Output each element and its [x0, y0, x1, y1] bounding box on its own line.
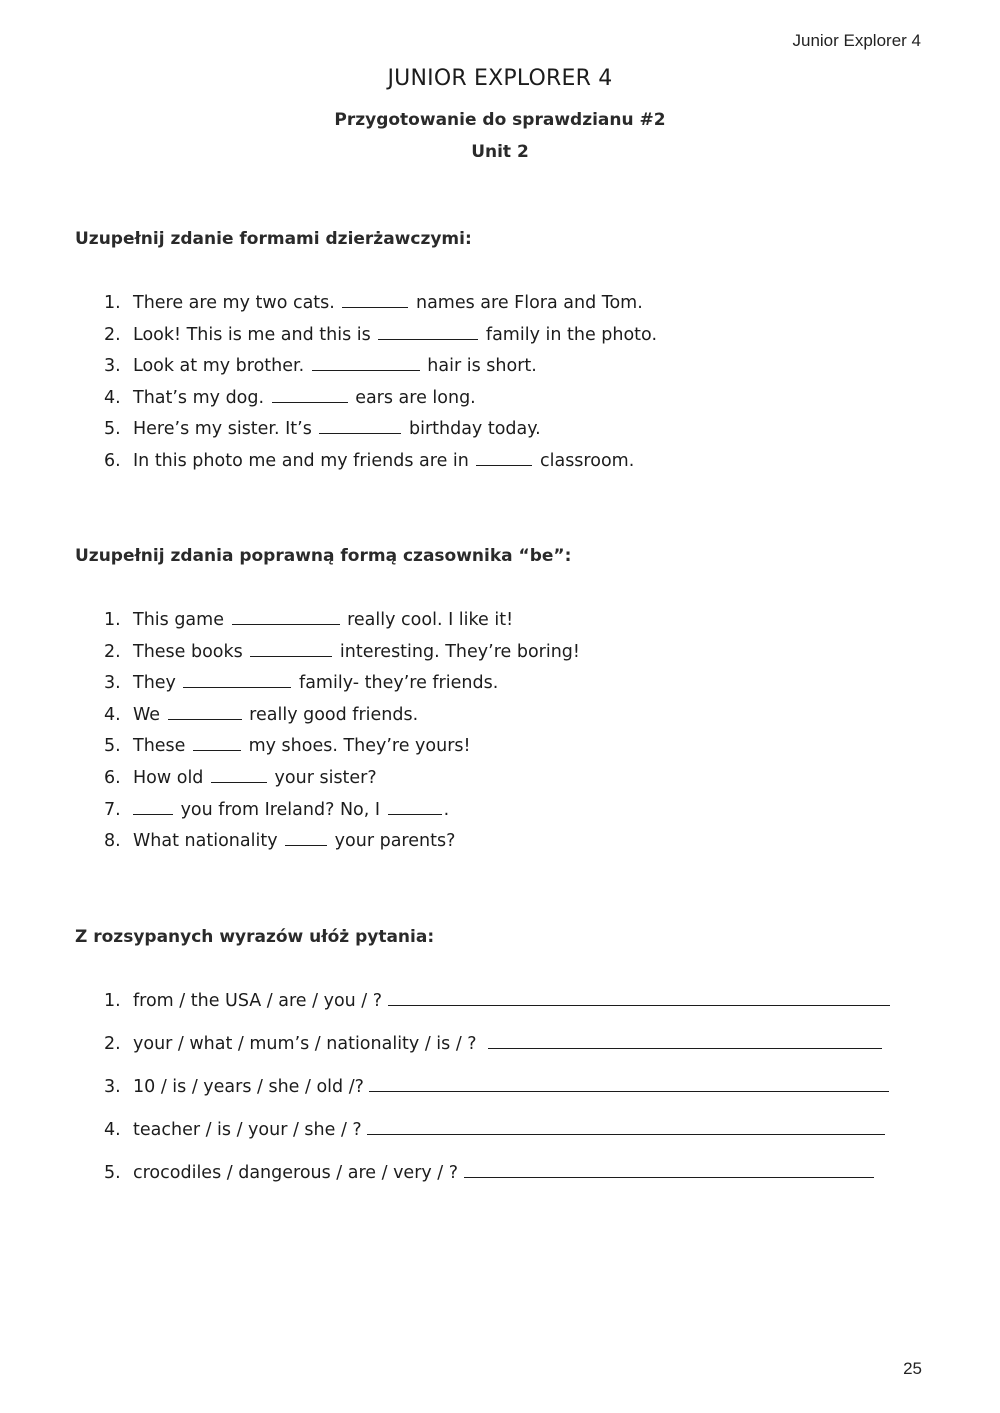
item-text-before: Here’s my sister. It’s	[133, 419, 318, 440]
item-number: 4.	[104, 387, 121, 408]
item-text-before: This game	[133, 610, 230, 630]
item-number: 1.	[104, 293, 121, 313]
page-number: 25	[903, 1359, 922, 1378]
item-text-after: family- they’re friends.	[293, 673, 499, 694]
page-title: JUNIOR EXPLORER 4	[387, 66, 613, 91]
answer-blank[interactable]	[319, 414, 401, 434]
exercise3-item	[104, 1115, 890, 1158]
exercise1-item	[104, 288, 657, 320]
item-text-after: my shoes. They’re yours!	[243, 736, 471, 757]
exercise1-item	[104, 383, 657, 415]
item-text-after: family in the photo.	[480, 324, 658, 345]
exercise3-item	[104, 986, 890, 1029]
exercise2-item	[104, 826, 580, 858]
answer-blank[interactable]	[312, 351, 420, 371]
exercise2-list	[104, 605, 580, 858]
item-text-before: Look at my brother.	[133, 356, 310, 377]
answer-line[interactable]	[464, 1158, 874, 1178]
item-text-before: In this photo me and my friends are in	[133, 450, 475, 471]
item-number: 6.	[104, 450, 121, 471]
page-subtitle: Przygotowanie do sprawdzianu #2	[334, 110, 666, 130]
item-prompt: teacher / is / your / she / ?	[133, 1120, 368, 1140]
exercise2-item	[104, 731, 580, 763]
exercise2-item	[104, 637, 580, 669]
answer-blank[interactable]	[272, 383, 348, 403]
answer-blank[interactable]	[250, 637, 332, 657]
item-text-before: How old	[133, 767, 209, 788]
item-prompt: your / what / mum’s / nationality / is / ?	[133, 1034, 483, 1054]
item-text-before: What nationality	[133, 831, 284, 852]
item-text-after: names are Flora and Tom.	[410, 293, 643, 313]
exercise3-item	[104, 1158, 890, 1201]
exercise3-heading: Z rozsypanych wyrazów ułóż pytania:	[75, 927, 435, 947]
item-number: 3.	[104, 673, 121, 694]
answer-line[interactable]	[369, 1072, 889, 1092]
item-text-after: your parents?	[329, 831, 456, 852]
item-number: 4.	[104, 1120, 121, 1140]
item-text-before: They	[133, 673, 182, 694]
item-text-after: really good friends.	[243, 704, 419, 725]
exercise1-item	[104, 320, 657, 352]
item-text-before: There are my two cats.	[133, 293, 341, 313]
answer-blank[interactable]	[232, 605, 340, 625]
exercise3-item	[104, 1029, 890, 1072]
item-text-after: .	[443, 799, 450, 820]
item-text-before: These books	[133, 641, 249, 662]
item-number: 2.	[104, 641, 121, 662]
answer-line[interactable]	[367, 1115, 885, 1135]
item-text-before: These	[133, 736, 191, 757]
item-number: 8.	[104, 831, 121, 852]
exercise1-item	[104, 446, 657, 478]
exercise3-item	[104, 1072, 890, 1115]
answer-line[interactable]	[388, 986, 890, 1006]
item-number: 5.	[104, 736, 121, 757]
item-text-middle: you from Ireland? No, I	[175, 799, 386, 820]
exercise2-item	[104, 605, 580, 637]
item-text-after: classroom.	[534, 450, 635, 471]
exercise1-list	[104, 288, 657, 478]
answer-blank[interactable]	[211, 763, 267, 783]
item-number: 2.	[104, 324, 121, 345]
exercise3-list	[104, 986, 890, 1201]
answer-blank[interactable]	[476, 446, 532, 466]
item-number: 1.	[104, 991, 121, 1011]
answer-blank[interactable]	[168, 700, 242, 720]
answer-blank[interactable]	[183, 668, 291, 688]
item-prompt: from / the USA / are / you / ?	[133, 991, 388, 1011]
item-prompt: 10 / is / years / she / old /?	[133, 1077, 370, 1097]
answer-blank[interactable]	[193, 731, 241, 751]
answer-blank[interactable]	[378, 320, 478, 340]
item-number: 7.	[104, 799, 121, 820]
item-text-after: ears are long.	[349, 387, 476, 408]
item-text-before: We	[133, 704, 166, 725]
header-corner-label: Junior Explorer 4	[792, 31, 921, 50]
exercise2-item	[104, 795, 580, 827]
item-number: 4.	[104, 704, 121, 725]
answer-blank[interactable]	[342, 288, 408, 308]
item-prompt: crocodiles / dangerous / are / very / ?	[133, 1163, 464, 1183]
exercise2-heading: Uzupełnij zdania poprawną formą czasownika “be”:	[75, 546, 572, 566]
answer-blank[interactable]	[133, 795, 173, 815]
item-text-after: really cool. I like it!	[341, 610, 514, 630]
answer-line[interactable]	[488, 1029, 882, 1049]
item-text-after: birthday today.	[403, 419, 541, 440]
item-number: 3.	[104, 1077, 121, 1097]
item-number: 1.	[104, 610, 121, 630]
exercise2-item	[104, 763, 580, 795]
exercise1-item	[104, 414, 657, 446]
item-number: 5.	[104, 1163, 121, 1183]
exercise1-item	[104, 351, 657, 383]
answer-blank[interactable]	[285, 826, 327, 846]
item-number: 3.	[104, 356, 121, 377]
item-text-after: interesting. They’re boring!	[334, 641, 580, 662]
unit-label: Unit 2	[471, 142, 529, 162]
item-number: 5.	[104, 419, 121, 440]
answer-blank[interactable]	[388, 795, 442, 815]
item-number: 6.	[104, 767, 121, 788]
item-text-after: hair is short.	[421, 356, 537, 377]
exercise2-item	[104, 668, 580, 700]
item-text-before: That’s my dog.	[133, 387, 270, 408]
item-number: 2.	[104, 1034, 121, 1054]
exercise1-heading: Uzupełnij zdanie formami dzierżawczymi:	[75, 229, 472, 249]
item-text-before: Look! This is me and this is	[133, 324, 377, 345]
exercise2-item	[104, 700, 580, 732]
item-text-after: your sister?	[268, 767, 377, 788]
